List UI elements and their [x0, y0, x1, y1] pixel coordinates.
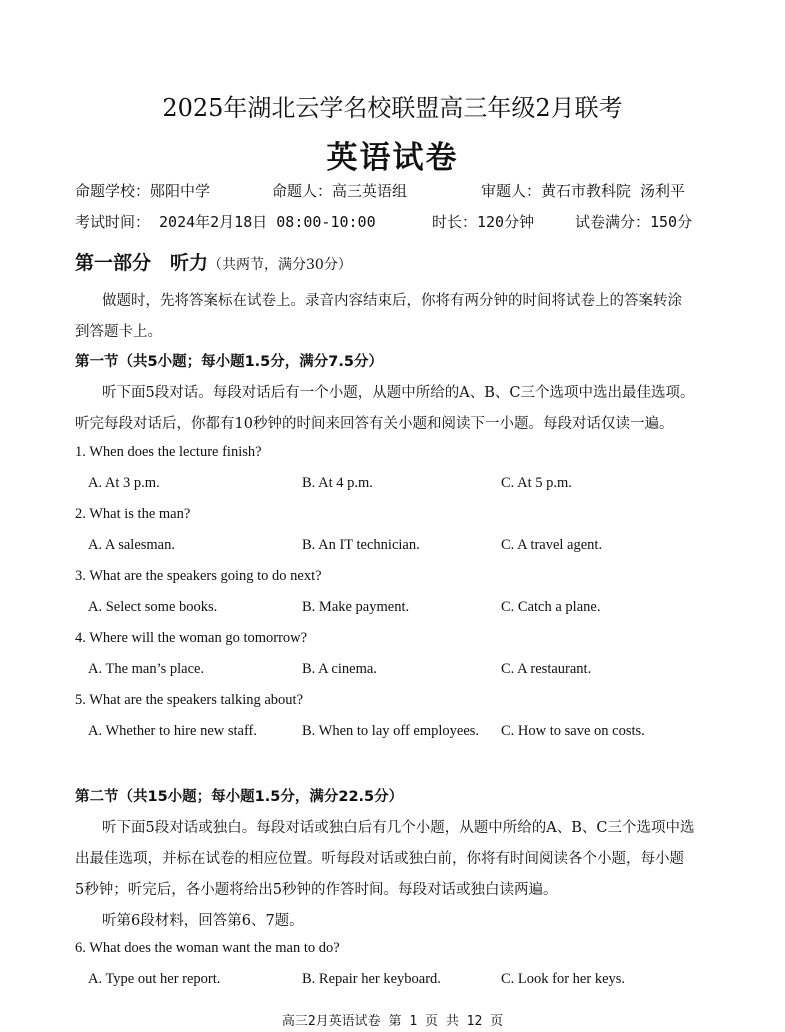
section1-instruction-line1: 听下面5段对话。每段对话后有一个小题，从题中所给的A、B、C三个选项中选出最佳选项。 [102, 385, 695, 401]
option-2c: C. A travel agent. [501, 537, 603, 553]
question-6: 6. What does the woman want the man to do? [75, 940, 340, 956]
meta-score: 试卷满分：150分 [575, 213, 693, 231]
option-5c: C. How to save on costs. [501, 723, 645, 739]
part1-heading [75, 248, 352, 275]
part1-title: 第一部分 听力 [75, 252, 209, 274]
option-4c: C. A restaurant. [501, 661, 592, 677]
question-1: 1. When does the lecture finish? [75, 444, 262, 460]
option-2a: A. A salesman. [88, 537, 175, 553]
exam-title: 2025年湖北云学名校联盟高三年级2月联考 [162, 94, 623, 122]
option-5a: A. Whether to hire new staff. [88, 723, 257, 739]
meta-duration: 时长：120分钟 [432, 213, 535, 231]
option-4b: B. A cinema. [302, 661, 377, 677]
section2-instruction-line3: 5秒钟；听完后，各小题将给出5秒钟的作答时间。每段对话或独白读两遍。 [75, 882, 558, 898]
meta-reviewer: 审题人：黄石市教科院 汤利平 [481, 182, 686, 200]
meta-time: 考试时间： 2024年2月18日 08:00-10:00 [75, 213, 376, 231]
option-1a: A. At 3 p.m. [88, 475, 160, 491]
question-4: 4. Where will the woman go tomorrow? [75, 630, 308, 646]
question-5: 5. What are the speakers talking about? [75, 692, 304, 708]
section2-material: 听第6段材料，回答第6、7题。 [102, 913, 304, 929]
option-6b: B. Repair her keyboard. [302, 971, 441, 987]
meta-setter: 命题人：高三英语组 [272, 182, 408, 200]
page-footer: 高三2月英语试卷 第 1 页 共 12 页 [281, 1014, 504, 1029]
part1-instruction-line2: 到答题卡上。 [75, 324, 162, 340]
option-3c: C. Catch a plane. [501, 599, 601, 615]
section1-heading: 第一节（共5小题；每小题1.5分，满分7.5分） [75, 354, 383, 370]
option-6c: C. Look for her keys. [501, 971, 626, 987]
part1-note: （共两节，满分30分） [208, 257, 352, 273]
option-5b: B. When to lay off employees. [302, 723, 480, 739]
section2-instruction-line1: 听下面5段对话或独白。每段对话或独白后有几个小题，从题中所给的A、B、C三个选项中选 [102, 820, 695, 836]
option-3a: A. Select some books. [88, 599, 218, 615]
exam-subtitle: 英语试卷 [326, 140, 459, 176]
option-2b: B. An IT technician. [302, 537, 420, 553]
question-3: 3. What are the speakers going to do next? [75, 568, 322, 584]
option-3b: B. Make payment. [302, 599, 410, 615]
option-4a: A. The man’s place. [88, 661, 205, 677]
meta-school: 命题学校：郧阳中学 [75, 182, 211, 200]
option-1b: B. At 4 p.m. [302, 475, 373, 491]
section2-instruction-line2: 出最佳选项，并标在试卷的相应位置。听每段对话或独白前，你将有时间阅读各个小题，每小题 [75, 851, 684, 867]
section2-heading: 第二节（共15小题；每小题1.5分，满分22.5分） [75, 789, 404, 805]
section1-instruction-line2: 听完每段对话后，你都有10秒钟的时间来回答有关小题和阅读下一小题。每段对话仅读一遍。 [75, 416, 674, 432]
part1-instruction-line1: 做题时，先将答案标在试卷上。录音内容结束后，你将有两分钟的时间将试卷上的答案转涂 [102, 293, 682, 309]
option-6a: A. Type out her report. [88, 971, 221, 987]
question-2: 2. What is the man? [75, 506, 191, 522]
option-1c: C. At 5 p.m. [501, 475, 572, 491]
